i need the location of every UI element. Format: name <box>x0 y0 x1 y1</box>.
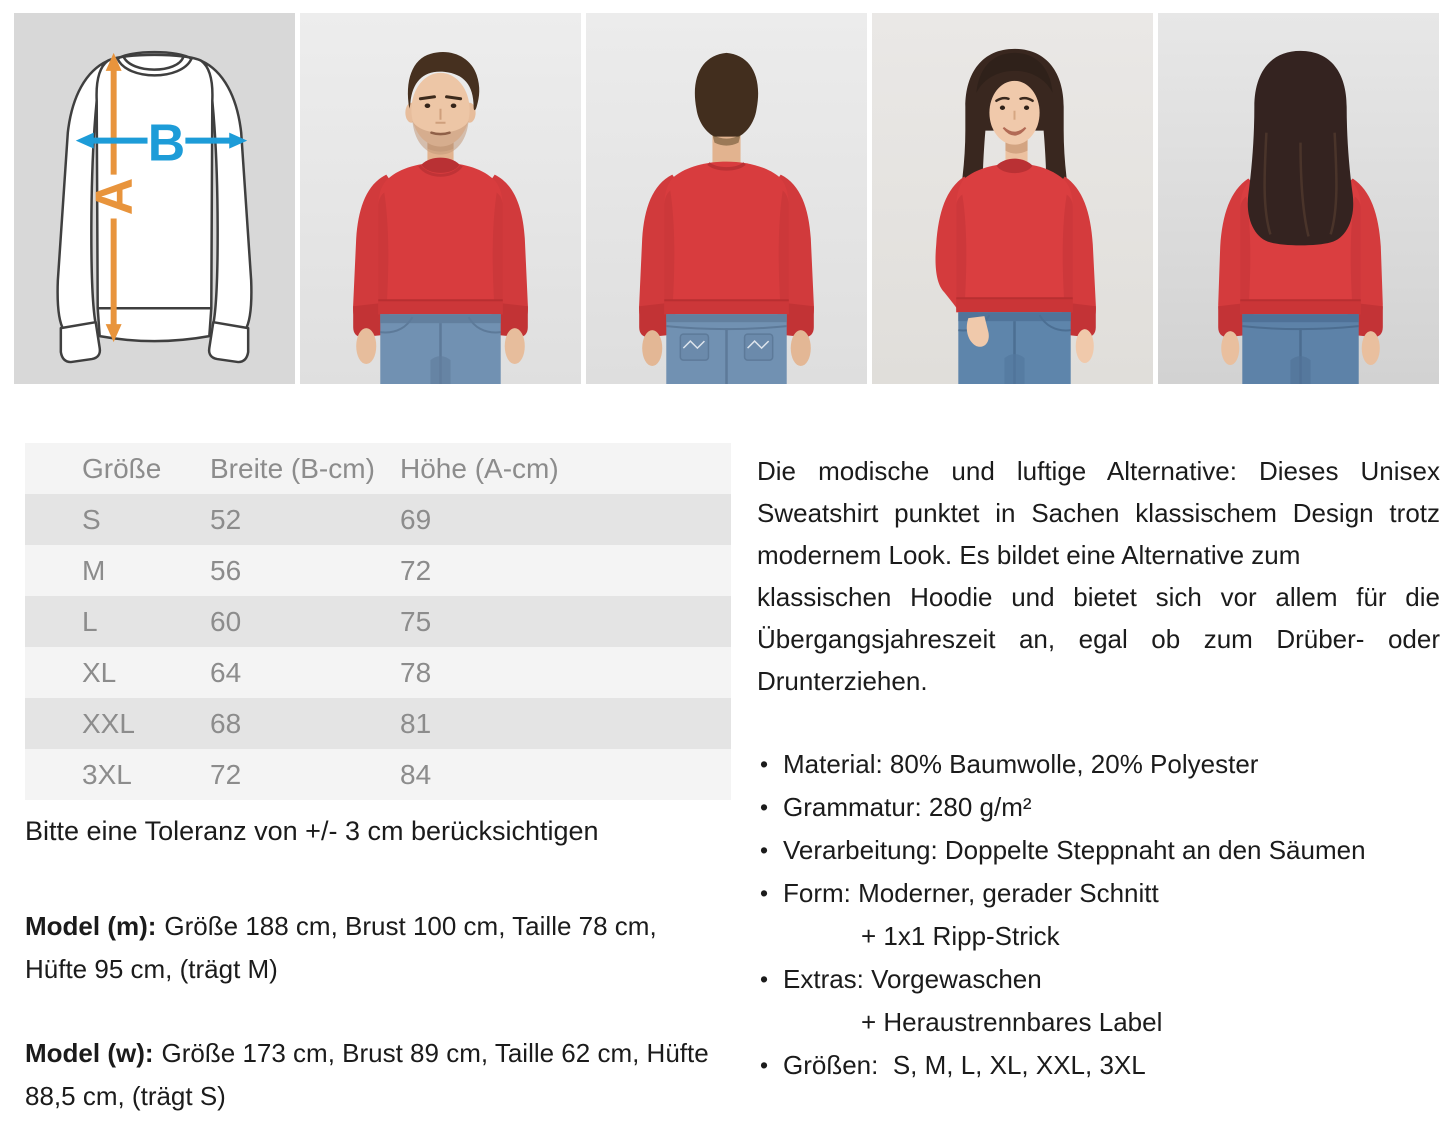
photo-female-back <box>1158 13 1439 384</box>
tolerance-note: Bitte eine Toleranz von +/- 3 cm berücksichtigen <box>25 816 599 846</box>
model-m-details: Größe 188 cm, Brust 100 cm, Taille 78 cm, Hüfte 95 cm, (trägt M) <box>25 911 657 984</box>
male-left-hand <box>356 328 376 364</box>
model-m-label: Model (m): <box>25 911 157 941</box>
female-front-photo <box>872 13 1153 384</box>
bullet-icon: • <box>760 880 769 906</box>
model-w-label: Model (w): <box>25 1038 154 1068</box>
breite-cell: 68 <box>210 707 242 739</box>
photo-male-back <box>586 13 867 384</box>
hoehe-cell: 78 <box>400 656 432 688</box>
description-line: Sweatshirt punktet in Sachen klassischem Design trotz <box>757 498 1440 528</box>
model-w-details: Größe 173 cm, Brust 89 cm, Taille 62 cm, Hüfte 88,5 cm, (trägt S) <box>25 1038 709 1111</box>
size-cell: XL <box>82 656 117 688</box>
description-line: modernem Look. Es bildet eine Alternative zum <box>757 540 1301 570</box>
breite-cell: 56 <box>210 554 242 586</box>
male-front-photo <box>300 13 581 384</box>
feature-item-material: • Material: 80% Baumwolle, 20% Polyester <box>757 743 1440 786</box>
size-diagram-image <box>14 13 295 384</box>
photo-female-front <box>872 13 1153 384</box>
feature-item-verarbeitung: • Verarbeitung: Doppelte Steppnaht an den Säumen <box>757 829 1440 872</box>
bullet-icon: • <box>760 751 769 777</box>
product-description <box>757 450 1440 702</box>
feature-item-form: • Form: Moderner, gerader Schnitt <box>757 872 1440 915</box>
photo-male-front <box>300 13 581 384</box>
size-table-header-row <box>25 443 731 494</box>
female-back-photo <box>1158 13 1439 384</box>
feature-item-extras: • Extras: Vorgewaschen <box>757 958 1440 1001</box>
size-table-row <box>25 749 731 800</box>
details-section <box>25 443 1440 1118</box>
size-diagram <box>14 13 295 384</box>
size-table-row <box>25 698 731 749</box>
male-right-hand <box>505 328 525 364</box>
male-back-jeans <box>666 314 786 384</box>
feature-item-extras-sub: + Heraustrennbares Label <box>861 1007 1163 1037</box>
feature-item-grammatur: • Grammatur: 280 g/m² <box>757 786 1440 829</box>
male-back-sweatshirt <box>639 162 814 338</box>
hoehe-cell: 72 <box>400 554 432 586</box>
description-line: Drunterziehen. <box>757 666 928 696</box>
hoehe-cell: 81 <box>400 707 432 739</box>
hoehe-cell: 69 <box>400 503 432 535</box>
size-cell: S <box>82 503 101 535</box>
breite-cell: 64 <box>210 656 242 688</box>
col-header-groesse: Größe <box>82 452 162 484</box>
female-right-hand <box>1076 329 1094 363</box>
bullet-icon: • <box>760 966 769 992</box>
hoehe-cell: 75 <box>400 605 432 637</box>
hoehe-cell: 84 <box>400 758 432 790</box>
size-table-row <box>25 596 731 647</box>
female-back-jeans <box>1242 314 1358 384</box>
label-a: A <box>84 177 143 216</box>
label-b: B <box>147 113 186 172</box>
female-back-left-hand <box>1221 331 1239 365</box>
breite-cell: 52 <box>210 503 242 535</box>
size-table <box>25 443 731 800</box>
male-front-sweatshirt <box>353 158 528 338</box>
male-back-hair <box>695 53 758 137</box>
size-table-row <box>25 494 731 545</box>
col-header-hoehe: Höhe (A-cm) <box>400 452 559 484</box>
description-column <box>757 443 1440 1118</box>
col-header-breite: Breite (B-cm) <box>210 452 375 484</box>
description-line: Die modische und luftige Alternative: Dieses Unisex <box>757 456 1440 486</box>
size-table-row <box>25 647 731 698</box>
size-table-row <box>25 545 731 596</box>
male-back-right-hand <box>791 330 811 366</box>
feature-item-form-sub: + 1x1 Ripp-Strick <box>861 921 1060 951</box>
male-back-left-hand <box>642 330 662 366</box>
breite-cell: 60 <box>210 605 242 637</box>
description-line: klassischen Hoodie und bietet sich vor allem für die <box>757 582 1440 612</box>
feature-item-groessen: • Größen: S, M, L, XL, XXL, 3XL <box>757 1044 1440 1087</box>
bullet-icon: • <box>760 1052 769 1078</box>
size-info-column <box>25 443 731 1118</box>
bullet-icon: • <box>760 794 769 820</box>
female-front-sweatshirt <box>936 159 1096 338</box>
description-line: Übergangsjahreszeit an, egal ob zum Drüber- oder <box>757 624 1440 654</box>
model-m-info <box>25 905 725 991</box>
feature-list <box>757 743 1440 1087</box>
product-image-row <box>14 13 1439 384</box>
female-back-right-hand <box>1362 331 1380 365</box>
bullet-icon: • <box>760 837 769 863</box>
model-w-info <box>25 1032 725 1118</box>
breite-cell: 72 <box>210 758 242 790</box>
size-cell: L <box>82 605 98 637</box>
size-cell: M <box>82 554 106 586</box>
size-cell: 3XL <box>82 758 132 790</box>
size-cell: XXL <box>82 707 135 739</box>
male-back-photo <box>586 13 867 384</box>
male-front-jeans <box>380 314 500 384</box>
